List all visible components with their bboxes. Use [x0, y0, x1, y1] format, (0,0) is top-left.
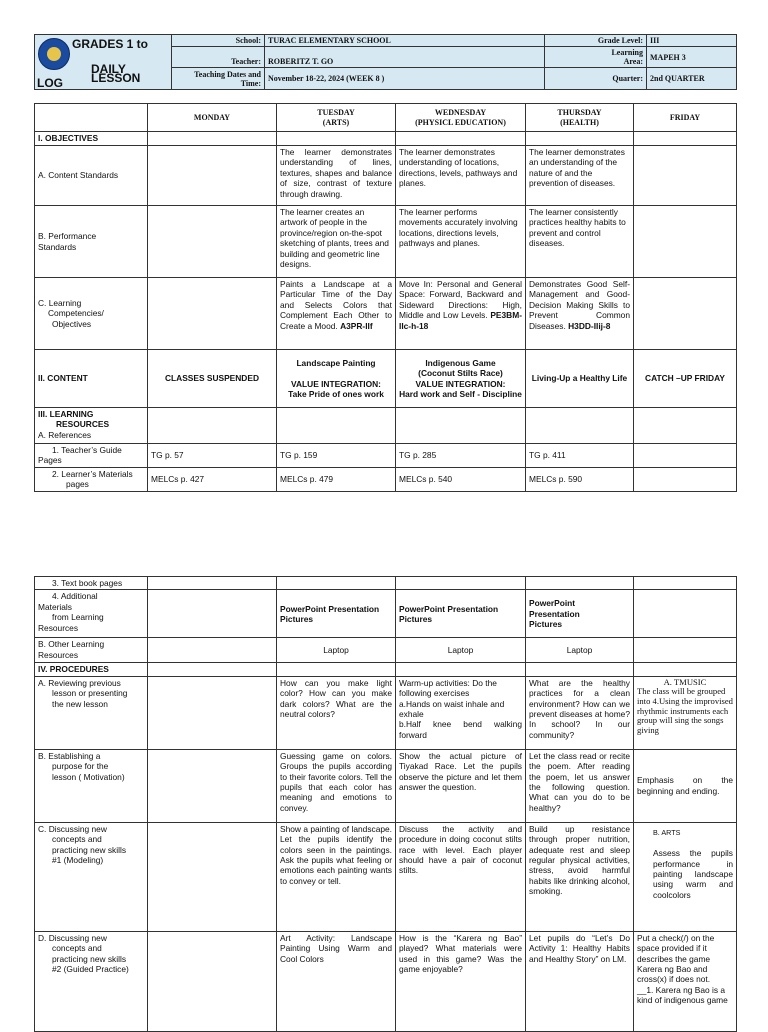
learning-resources-heading: [35, 408, 148, 444]
empty-cell: [148, 638, 277, 663]
tg-label-line1: 1. Teacher’s Guide: [52, 445, 122, 455]
lesson-table-part1: [34, 103, 737, 492]
references-label: A. References: [38, 429, 92, 440]
performance-standards-wednesday: The learner performs movements accurately involving locations, directions levels, pathways and planes.: [396, 206, 526, 278]
performance-standards-thursday: The learner consistently practices healthy habits to prevent and control diseases.: [526, 206, 634, 278]
procedure-a-tuesday: How can you make light color? How can you make dark colors? What are the neutral colors?: [277, 676, 396, 749]
corner-cell: [35, 104, 148, 132]
teachers-guide-label: [35, 444, 148, 468]
proc-c-fri-text: Assess the pupils performance in painting landscape using warm and coolcolors: [653, 848, 733, 900]
procedure-c-label: [35, 822, 148, 931]
lm-wednesday: MELCs p. 540: [396, 468, 526, 492]
dates-value: November 18-22, 2024 (WEEK 8 ): [265, 68, 545, 90]
proc-c-line1: C. Discussing new: [38, 823, 107, 834]
empty-cell: [396, 663, 526, 676]
other-label-line2: Resources: [38, 649, 79, 660]
additional-materials-thursday: [526, 590, 634, 638]
performance-standards-tuesday: The learner creates an artwork of people in the province/region on-the-spot sketching of plants, trees and building and geometric line designs.: [277, 206, 396, 278]
procedure-b-thursday: Let the class read or recite the poem. After reading the poem, let us answer the following question. What can you do to be healthy?: [526, 749, 634, 822]
title-line1: GRADES 1 to: [72, 37, 149, 51]
additional-materials-tuesday: PowerPoint Presentation Pictures: [277, 590, 396, 638]
lm-label-line1: 2. Learner’s Materials: [52, 469, 133, 479]
add-label-line1: 4. Additional: [52, 591, 98, 602]
wednesday-subject: (PHYSICL EDUCATION): [415, 117, 506, 127]
empty-cell: [634, 132, 737, 146]
empty-cell: [277, 663, 396, 676]
lm-tuesday: MELCs p. 479: [277, 468, 396, 492]
empty-cell: [396, 408, 526, 444]
empty-cell: [148, 577, 277, 590]
learners-materials-label: [35, 468, 148, 492]
dates-label: [172, 68, 265, 90]
additional-materials-label: [35, 590, 148, 638]
proc-a-line1: A. Reviewing previous: [38, 677, 121, 688]
procedure-c-friday: [634, 822, 737, 931]
proc-c-fri-title: B. ARTS: [653, 827, 681, 837]
day-header-friday: FRIDAY: [634, 104, 737, 132]
proc-d-line2: concepts and: [52, 943, 102, 954]
procedure-d-friday: [634, 931, 737, 1031]
empty-cell: [526, 577, 634, 590]
proc-b-line3: lesson ( Motivation): [52, 771, 125, 782]
content-wed-title1: Indigenous Game: [425, 357, 496, 368]
proc-a-line2: lesson or presenting: [52, 688, 128, 699]
content-standards-thursday: The learner demonstrates an understanding of the nature of and the prevention of diseases.: [526, 146, 634, 206]
proc-c-line4: #1 (Modeling): [52, 855, 104, 866]
proc-d-fri-line1: Put a check(/) on the space provided if it describes the game Karera ng Bao and cross(x) if does not.: [637, 932, 715, 985]
procedure-a-friday: [634, 676, 737, 749]
day-header-wednesday: [396, 104, 526, 132]
quarter-label: Quarter:: [545, 68, 647, 90]
resources-heading-line2: RESOURCES: [56, 419, 110, 430]
add-label-line3: from Learning: [52, 612, 104, 623]
procedure-b-label: [35, 749, 148, 822]
empty-cell: [634, 638, 737, 663]
procedure-c-thursday: Build up resistance through proper nutrition, adequate rest and sleep regular physical activities, stress, avoid harmful habits like drinking alcohol, smoking.: [526, 822, 634, 931]
empty-cell: [277, 132, 396, 146]
tuesday-subject: (ARTS): [322, 117, 350, 127]
proc-c-line3: practicing new skills: [52, 844, 127, 855]
proc-c-line2: concepts and: [52, 834, 102, 845]
content-monday: CLASSES SUSPENDED: [148, 350, 277, 408]
perf-label-line2: Standards: [38, 241, 77, 252]
empty-cell: [148, 590, 277, 638]
empty-cell: [634, 206, 737, 278]
comp-label-line1: C. Learning: [38, 297, 82, 308]
comp-wed-code: PE3BM-IIc-h-18: [399, 310, 522, 331]
tg-wednesday: TG p. 285: [396, 444, 526, 468]
empty-cell: [277, 577, 396, 590]
empty-cell: [526, 408, 634, 444]
empty-cell: [396, 132, 526, 146]
procedures-heading: IV. PROCEDURES: [35, 663, 148, 676]
empty-cell: [148, 146, 277, 206]
proc-b-line2: purpose for the: [52, 761, 109, 772]
proc-a-fri-text: The class will be grouped into 4.Using the improvised rhythmic instruments each group will sing the songs giving: [637, 686, 733, 735]
thursday-subject: (HEALTH): [560, 117, 599, 127]
empty-cell: [634, 146, 737, 206]
procedure-c-wednesday: Discuss the activity and procedure in doing coconut stilts race with level. Each player should have a pair of coconut stilts.: [396, 822, 526, 931]
content-heading: II. CONTENT: [35, 350, 148, 408]
procedure-a-thursday: What are the healthy practices for a clean environment? How can we prevent diseases at home? In school? In our community?: [526, 676, 634, 749]
empty-cell: [396, 577, 526, 590]
proc-a-wed-line2: a.Hands on waist inhale and exhale: [399, 698, 505, 720]
empty-cell: [148, 676, 277, 749]
school-label: School:: [172, 35, 265, 47]
content-tue-title: Landscape Painting: [296, 357, 376, 368]
procedure-d-wednesday: How is the “Karera ng Bao” played? What materials were used in this game? Was the game enjoyable?: [396, 931, 526, 1031]
area-label: [545, 47, 647, 68]
dates-label-line2: Time:: [240, 78, 261, 88]
empty-cell: [148, 132, 277, 146]
tg-thursday: TG p. 411: [526, 444, 634, 468]
content-wed-value: Hard work and Self - Discipline: [399, 388, 522, 399]
performance-standards-label: [35, 206, 148, 278]
day-header-thursday: [526, 104, 634, 132]
add-thu-text: PowerPoint Presentation Pictures: [529, 598, 580, 630]
comp-tue-text: Paints a Landscape at a Particular Time of the Day and Selects Colors that Complement Each Other to Create a Mood.: [280, 279, 392, 331]
competencies-label: [35, 278, 148, 350]
lm-thursday: MELCs p. 590: [526, 468, 634, 492]
empty-cell: [634, 590, 737, 638]
other-label-line1: B. Other Learning: [38, 639, 105, 650]
content-thursday: Living-Up a Healthy Life: [526, 350, 634, 408]
day-header-tuesday: [277, 104, 396, 132]
objectives-heading: I. OBJECTIVES: [35, 132, 148, 146]
other-resources-tuesday: Laptop: [277, 638, 396, 663]
proc-d-line1: D. Discussing new: [38, 932, 107, 943]
textbook-label-text: 3. Text book pages: [52, 578, 123, 588]
empty-cell: [148, 408, 277, 444]
procedure-c-tuesday: Show a painting of landscape. Let the pupils identify the colors seen in the paintings. Ask the pupils what feeling or emotions each painting wants to convey or tell.: [277, 822, 396, 931]
header-table: [34, 34, 737, 90]
empty-cell: [148, 822, 277, 931]
empty-cell: [634, 468, 737, 492]
tg-label-line2: Pages: [38, 455, 62, 466]
procedure-b-wednesday: Show the actual picture of Tiyakad Race. Let the pupils observe the picture and let them answer the question.: [396, 749, 526, 822]
grade-value: III: [647, 35, 737, 47]
textbook-label: [35, 577, 148, 590]
proc-a-fri-title: A. TMUSIC: [663, 676, 707, 687]
tuesday-label: TUESDAY: [317, 108, 355, 117]
area-value: MAPEH 3: [647, 47, 737, 68]
comp-thu-text: Demonstrates Good Self-Management and Good-Decision Making Skills to Prevent Common Diseases.: [529, 279, 630, 331]
area-label-line1: Learning: [611, 48, 643, 57]
comp-label-line2: Competencies/: [48, 308, 104, 319]
grade-label: Grade Level:: [545, 35, 647, 47]
empty-cell: [148, 206, 277, 278]
procedure-b-tuesday: Guessing game on colors. Groups the pupils according to their favorite colors. Tell the pupils that each color has meaning and emotions to convey.: [277, 749, 396, 822]
perf-label-line1: B. Performance: [38, 231, 97, 242]
empty-cell: [148, 663, 277, 676]
title-line3: LOG: [37, 76, 63, 90]
empty-cell: [634, 408, 737, 444]
lesson-table-part2: [34, 576, 737, 1032]
empty-cell: [526, 663, 634, 676]
content-tue-value: Take Pride of ones work: [288, 388, 384, 399]
comp-label-line3: Objectives: [52, 318, 92, 329]
procedure-a-wednesday: [396, 676, 526, 749]
empty-cell: [148, 931, 277, 1031]
school-value: TURAC ELEMENTARY SCHOOL: [265, 35, 545, 47]
lm-monday: MELCs p. 427: [148, 468, 277, 492]
area-label-line2: Area:: [623, 57, 643, 66]
additional-materials-wednesday: PowerPoint Presentation Pictures: [396, 590, 526, 638]
content-wed-title2: (Coconut Stilts Race): [418, 368, 503, 379]
content-friday: CATCH –UP FRIDAY: [634, 350, 737, 408]
proc-a-wed-line3: b.Half knee bend walking forward: [399, 719, 522, 740]
proc-a-line3: the new lesson: [52, 698, 108, 709]
content-tuesday: [277, 350, 396, 408]
empty-cell: [277, 408, 396, 444]
proc-a-wed-line1: Warm-up activities: Do the following exercises: [399, 677, 497, 699]
add-label-line4: Resources: [38, 622, 79, 633]
resources-heading-line1: III. LEARNING: [38, 409, 94, 419]
comp-wed-text: Move In: Personal and General Space: Forward, Backward and Sideward Directions: High, Middle and Low Levels.: [399, 279, 522, 321]
empty-cell: [148, 278, 277, 350]
empty-cell: [148, 749, 277, 822]
procedure-d-label: [35, 931, 148, 1031]
header-logo-cell: [35, 35, 172, 90]
proc-d-line3: practicing new skills: [52, 953, 127, 964]
proc-b-line1: B. Establishing a: [38, 750, 101, 761]
empty-cell: [526, 132, 634, 146]
day-header-monday: MONDAY: [148, 104, 277, 132]
content-wed-value-label: VALUE INTEGRATION:: [415, 378, 506, 389]
content-standards-tuesday: The learner demonstrates understanding of lines, textures, shapes and balance of size, contrast of texture through drawing.: [277, 146, 396, 206]
proc-d-fri-line2: __1. Karera ng Bao is a kind of indigenous game: [637, 984, 728, 1006]
competencies-tuesday: [277, 278, 396, 350]
content-tue-value-label: VALUE INTEGRATION:: [291, 378, 381, 389]
empty-cell: [634, 278, 737, 350]
competencies-thursday: [526, 278, 634, 350]
empty-cell: [634, 444, 737, 468]
teacher-label: Teacher:: [172, 47, 265, 68]
procedure-b-friday: Emphasis on the beginning and ending.: [634, 749, 737, 822]
wednesday-label: WEDNESDAY: [434, 108, 487, 117]
comp-thu-code: H3DD-IIij-8: [568, 320, 611, 331]
competencies-wednesday: [396, 278, 526, 350]
lm-label-line2: pages: [66, 479, 89, 490]
comp-tue-code: A3PR-IIf: [340, 320, 373, 331]
content-standards-wednesday: The learner demonstrates understanding of locations, directions, levels, pathways and planes.: [396, 146, 526, 206]
thursday-label: THURSDAY: [557, 108, 602, 117]
tg-tuesday: TG p. 159: [277, 444, 396, 468]
procedure-d-tuesday: Art Activity: Landscape Painting Using Warm and Cool Colors: [277, 931, 396, 1031]
dates-label-line1: Teaching Dates and: [194, 69, 261, 79]
procedure-d-thursday: Let pupils do “Let’s Do Activity 1: Healthy Habits and Healthy Story” on LM.: [526, 931, 634, 1031]
content-wednesday: [396, 350, 526, 408]
other-resources-thursday: Laptop: [526, 638, 634, 663]
other-resources-wednesday: Laptop: [396, 638, 526, 663]
add-label-line2: Materials: [38, 601, 72, 612]
proc-d-line4: #2 (Guided Practice): [52, 964, 129, 975]
tg-monday: TG p. 57: [148, 444, 277, 468]
empty-cell: [634, 663, 737, 676]
procedure-a-label: [35, 676, 148, 749]
other-resources-label: [35, 638, 148, 663]
teacher-value: ROBERITZ T. GO: [265, 47, 545, 68]
quarter-value: 2nd QUARTER: [647, 68, 737, 90]
title-line2: DAILY LESSON: [91, 62, 141, 85]
content-standards-label: A. Content Standards: [35, 146, 148, 206]
empty-cell: [634, 577, 737, 590]
deped-seal-icon: [38, 38, 70, 70]
